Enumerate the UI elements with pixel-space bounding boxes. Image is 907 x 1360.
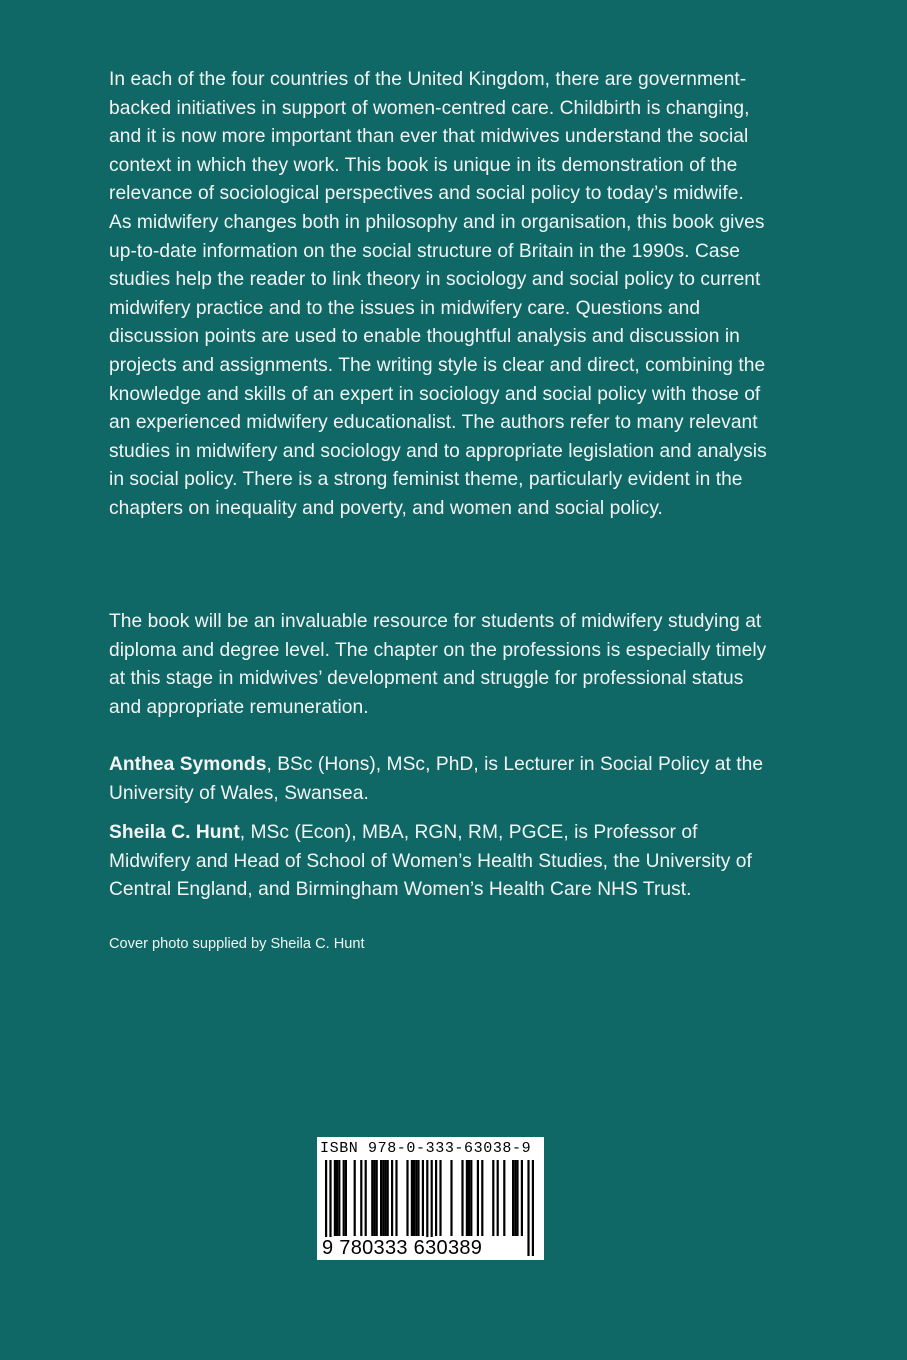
barcode-bar xyxy=(435,1160,437,1236)
barcode-bar xyxy=(521,1160,523,1236)
ean-digits: 9 780333 630389 xyxy=(322,1237,483,1259)
barcode-bar xyxy=(477,1160,479,1236)
barcode-bar xyxy=(384,1160,386,1236)
barcode-bar xyxy=(382,1160,384,1236)
barcode-bar xyxy=(532,1160,534,1256)
barcode-bar xyxy=(503,1160,505,1236)
barcode-bar xyxy=(336,1160,338,1236)
description-paragraph-1: In each of the four countries of the United Kingdom, there are government-backed initiatives in support of women-centred care. Childbirth is changing, and it is now more important than ever that midwives understand the social context in which they work. This book is unique in its demonstration of the relevance of sociological perspectives and social policy to today’s midwife. As midwifery changes both in philosophy and in organisation, this book gives up-to-date information on the social structure of Britain in the 1990s. Case studies help the reader to link theory in sociology and social policy to current midwifery practice and to the issues in midwifery care. Questions and discussion points are used to enable thoughtful analysis and discussion in projects and assignments. The writing style is clear and direct, combining the knowledge and skills of an expert in sociology and social policy with those of an experienced midwifery educationalist. The authors refer to many relevant studies in midwifery and sociology and to appropriate legislation and analysis in social policy. There is a strong feminist theme, particularly evident in the chapters on inequality and poverty, and women and social policy. xyxy=(109,69,767,519)
barcode xyxy=(317,1137,544,1260)
barcode-bar xyxy=(497,1160,499,1236)
barcode-bar xyxy=(380,1160,382,1236)
barcode-bar xyxy=(371,1160,373,1236)
author-bio-1 xyxy=(109,751,769,808)
author-name: Sheila C. Hunt xyxy=(109,822,240,843)
author-credentials: , MSc (Econ), MBA, RGN, RM, PGCE, is Professor of Midwifery and Head of School of Women’s Health Studies, the University of Central England, and Birmingham Women’s Health Care NHS Trust. xyxy=(109,822,752,901)
barcode-bar xyxy=(516,1160,518,1236)
barcode-bar xyxy=(406,1160,408,1236)
barcode-bar xyxy=(527,1160,529,1256)
description-paragraph-2: The book will be an invaluable resource for students of midwifery studying at diploma and degree level. The chapter on the professions is especially timely at this stage in midwives’ development and struggle for professional status and appropriate remuneration. xyxy=(109,611,767,718)
isbn-label: ISBN 978-0-333-63038-9 xyxy=(320,1140,532,1157)
barcode-bar xyxy=(514,1160,516,1236)
barcode-bar xyxy=(461,1160,463,1236)
barcode-bar xyxy=(334,1160,336,1236)
barcode-bar xyxy=(345,1160,347,1236)
barcode-bar xyxy=(470,1160,472,1236)
barcode-bar xyxy=(373,1160,375,1236)
barcode-bar xyxy=(417,1160,419,1236)
barcode-bar xyxy=(376,1160,378,1236)
barcode-bar xyxy=(512,1160,514,1236)
barcode-bar xyxy=(365,1160,367,1236)
barcode-bar xyxy=(338,1160,340,1236)
barcode-bar xyxy=(387,1160,389,1236)
barcode-bar xyxy=(450,1160,452,1236)
barcode-bar xyxy=(411,1160,413,1236)
barcode-bar xyxy=(466,1160,468,1236)
barcode-bar xyxy=(354,1160,356,1236)
barcode-bar xyxy=(360,1160,362,1236)
barcode-bar xyxy=(439,1160,441,1236)
barcode-bar xyxy=(481,1160,483,1236)
barcode-bar xyxy=(395,1160,397,1236)
barcode-bar xyxy=(422,1160,424,1236)
barcode-bar xyxy=(413,1160,415,1236)
photo-credit: Cover photo supplied by Sheila C. Hunt xyxy=(109,936,365,952)
author-name: Anthea Symonds xyxy=(109,754,267,775)
barcode-bar xyxy=(492,1160,494,1236)
barcode-bar xyxy=(343,1160,345,1236)
barcode-bar xyxy=(415,1160,417,1236)
barcode-bar xyxy=(391,1160,393,1236)
barcode-bar xyxy=(468,1160,470,1236)
author-credentials: , BSc (Hons), MSc, PhD, is Lecturer in Social Policy at the University of Wales, Swansea. xyxy=(109,754,764,804)
author-bio-2 xyxy=(109,819,769,905)
